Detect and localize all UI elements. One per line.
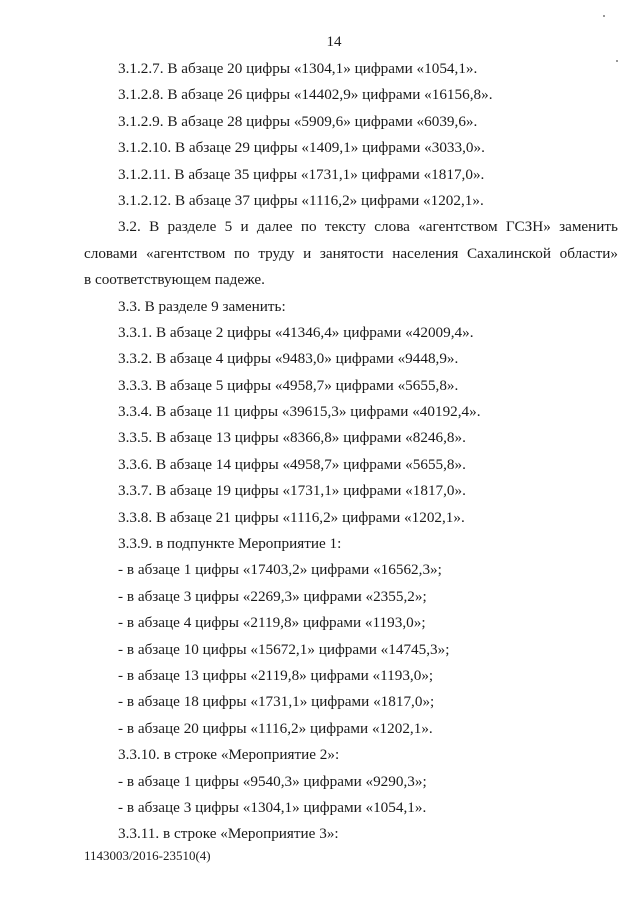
scan-speck: [616, 60, 618, 62]
scan-speck: [603, 15, 605, 17]
paragraph-3-3-4: 3.3.4. В абзаце 11 цифры «39615,3» цифрами «40192,4».: [118, 403, 481, 421]
paragraph-3-3-5: 3.3.5. В абзаце 13 цифры «8366,8» цифрами «8246,8».: [118, 429, 466, 447]
list-item: - в абзаце 18 цифры «1731,1» цифрами «1817,0»;: [118, 693, 435, 711]
paragraph-3-3-3: 3.3.3. В абзаце 5 цифры «4958,7» цифрами «5655,8».: [118, 376, 459, 394]
list-item: - в абзаце 20 цифры «1116,2» цифрами «1202,1».: [118, 719, 433, 737]
list-item: - в абзаце 1 цифры «17403,2» цифрами «16562,3»;: [118, 561, 442, 579]
paragraph-3-3-2: 3.3.2. В абзаце 4 цифры «9483,0» цифрами «9448,9».: [118, 350, 459, 368]
paragraph-3-1-2-8: 3.1.2.8. В абзаце 26 цифры «14402,9» цифрами «16156,8».: [118, 86, 493, 104]
document-code: 1143003/2016-23510(4): [84, 848, 211, 863]
paragraph-3-3-1: 3.3.1. В абзаце 2 цифры «41346,4» цифрами «42009,4».: [118, 323, 474, 341]
paragraph-3-3-7: 3.3.7. В абзаце 19 цифры «1731,1» цифрами «1817,0».: [118, 482, 466, 500]
list-item: - в абзаце 3 цифры «1304,1» цифрами «1054,1».: [118, 798, 427, 816]
list-item: - в абзаце 1 цифры «9540,3» цифрами «9290,3»;: [118, 772, 427, 790]
paragraph-3-3-10: 3.3.10. в строке «Мероприятие 2»:: [118, 746, 340, 764]
paragraph-3-3-9: 3.3.9. в подпункте Мероприятие 1:: [118, 535, 342, 553]
list-item: - в абзаце 4 цифры «2119,8» цифрами «1193,0»;: [118, 614, 426, 632]
page-number: 14: [326, 34, 342, 50]
paragraph-3-1-2-11: 3.1.2.11. В абзаце 35 цифры «1731,1» цифрами «1817,0».: [118, 165, 485, 183]
paragraph-3-1-2-10: 3.1.2.10. В абзаце 29 цифры «1409,1» цифрами «3033,0».: [118, 139, 485, 157]
paragraph-3-2-line-2: словами «агентством по труду и занятости населения Сахалинской области»: [84, 244, 618, 262]
paragraph-3-2-line-3: в соответствующем падеже.: [84, 271, 265, 289]
paragraph-3-3-8: 3.3.8. В абзаце 21 цифры «1116,2» цифрами «1202,1».: [118, 508, 465, 526]
list-item: - в абзаце 3 цифры «2269,3» цифрами «2355,2»;: [118, 587, 427, 605]
list-item: - в абзаце 13 цифры «2119,8» цифрами «1193,0»;: [118, 666, 434, 684]
list-item: - в абзаце 10 цифры «15672,1» цифрами «14745,3»;: [118, 640, 450, 658]
paragraph-3-2-line-1: 3.2. В разделе 5 и далее по тексту слова «агентством ГСЗН» заменить: [118, 218, 618, 236]
paragraph-3-3: 3.3. В разделе 9 заменить:: [118, 297, 286, 315]
paragraph-3-3-6: 3.3.6. В абзаце 14 цифры «4958,7» цифрами «5655,8».: [118, 455, 466, 473]
document-body: [84, 56, 618, 848]
paragraph-3-3-11: 3.3.11. в строке «Мероприятие 3»:: [118, 825, 339, 843]
paragraph-3-1-2-7: 3.1.2.7. В абзаце 20 цифры «1304,1» цифрами «1054,1».: [118, 60, 478, 77]
paragraph-3-1-2-9: 3.1.2.9. В абзаце 28 цифры «5909,6» цифрами «6039,6».: [118, 112, 478, 130]
paragraph-3-1-2-12: 3.1.2.12. В абзаце 37 цифры «1116,2» цифрами «1202,1».: [118, 191, 484, 209]
